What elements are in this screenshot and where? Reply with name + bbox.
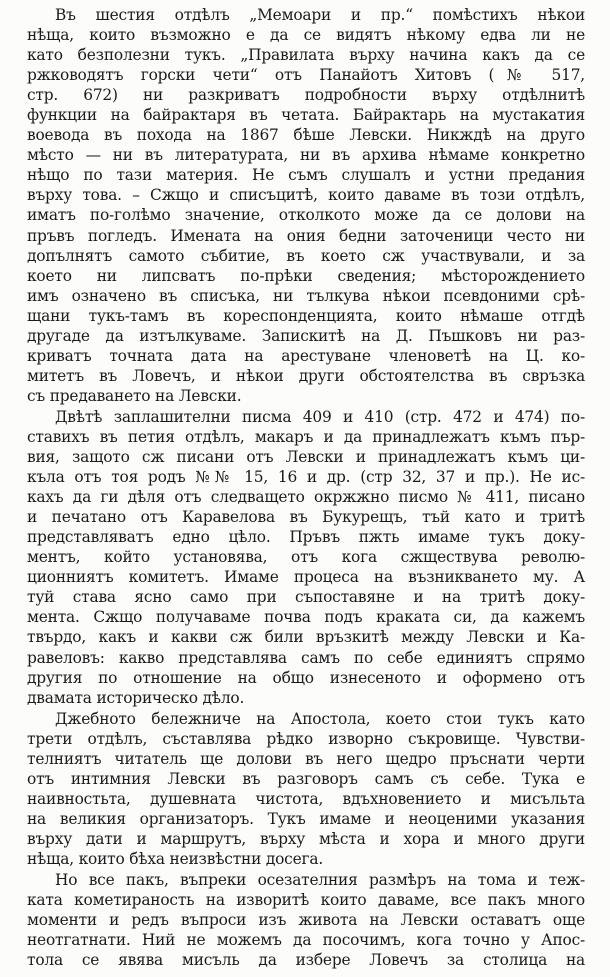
text-line: и печатано отъ Каравелова въ Букурещъ, тъй като и тритѣ	[27, 508, 585, 527]
text-line: нѣща, които възможно е да се видятъ нѣкому едва ли не	[27, 26, 585, 45]
text-line: представляватъ едно цѣло. Пръвъ пжть имаме тукъ доку-	[27, 528, 585, 547]
text-line: равеловъ: какво представлява самъ по себе единиятъ спрямо	[27, 648, 585, 667]
text-line: тола се явява мисъль да избере Ловечъ за столица на	[27, 951, 585, 970]
text-line: нѣща, които бѣха неизвѣстни досега.	[27, 849, 324, 868]
text-line: кълa отъ тоя родъ №№ 15, 16 и др. (стр 32, 37 и пр.). Не ис-	[27, 468, 585, 487]
text-line: митетъ въ Ловечъ, и нѣкои други обстоятелства въ свръзка	[27, 366, 585, 385]
text-line: Джебното бележниче на Апостола, което стои тукъ като	[55, 709, 585, 728]
text-line: ката кометираность на изворитѣ които даваме, все пакъ много	[27, 891, 585, 910]
text-line: воевода въ похода на 1867 бѣше Левски. Никждѣ на друго	[27, 126, 585, 145]
text-line: кахъ да ги дѣля отъ следващето окржжно писмо № 411, писано	[27, 488, 585, 507]
paragraph-sixth-section	[27, 5, 585, 406]
text-line: твърдо, какъ и какви сж били връзкитѣ между Левски и Ка-	[27, 628, 585, 647]
text-line: телниятъ читатель ще долови въ него щедро пръснати черти	[27, 749, 585, 768]
text-line: другия по отношение на общо изнесеното и оформено отъ	[27, 668, 585, 687]
text-line: Въ шестия отдѣлъ „Мемоари и пр.“ помѣстихъ нѣкои	[55, 6, 585, 24]
text-line: иматъ по-голѣмо значение, отколкото може да се долови на	[27, 206, 585, 225]
text-line: моменти и редъ въпроси изъ живота на Левски оставатъ още	[27, 911, 585, 930]
text-line: мента. Сжщо получаваме почва подъ краката си, да кажемъ	[27, 608, 585, 627]
text-line: нѣщо по тази материя. Не съмъ слушалъ и устни предания	[27, 166, 585, 185]
text-line: допълнятъ самото събитие, въ което сж участвували, и за	[27, 246, 585, 265]
text-line: трети отдѣлъ, съставлява рѣдко изворно съкровище. Чувстви-	[27, 729, 585, 748]
text-line: на великия организаторъ. Тукъ имаме и неоценими указания	[27, 809, 585, 828]
text-line: което ни липсватъ по-прѣки сведения; мѣсторождението	[27, 266, 585, 285]
text-line: щани тукъ-тамъ въ кореспонденцията, които нѣмаше отгдѣ	[27, 306, 585, 325]
text-line: съ предаването на Левски.	[27, 386, 242, 405]
text-line: върху това. – Сжщо и списъцитѣ, които даваме въ този отдѣлъ,	[27, 186, 585, 205]
text-line: имъ означено въ списъка, ни тълкува нѣкои псевдоними срѣ-	[27, 286, 585, 305]
text-line: като безполезни тукъ. „Правилата върху начина какъ да се	[27, 46, 585, 65]
text-line: ржководятъ горски чети“ отъ Панайотъ Хитовъ (№ 517,	[27, 66, 585, 85]
document-text	[27, 5, 585, 971]
text-line: криватъ точната дата на арестуване членоветѣ на Ц. ко-	[27, 346, 585, 365]
text-line: върху дати и маршрутъ, върху мѣста и хора и много други	[27, 829, 585, 848]
text-line: неотгатнати. Ний не можемъ да посочимъ, кога точно у Апос-	[27, 931, 585, 950]
text-line: наивностьта, душевната чистота, вдъхновението и мисъльта	[27, 789, 585, 808]
text-line: мѣсто — ни въ литературата, ни въ архива нѣмаме конкретно	[27, 146, 585, 165]
text-line: ставихъ въ петия отдѣлъ, макаръ и да принадлежатъ къмъ пър-	[27, 427, 585, 446]
text-line: ментъ, който установява, отъ кога сжществува револю-	[27, 548, 585, 567]
text-line: Но все пакъ, въпреки осезателния размѣръ на тома и теж-	[55, 871, 585, 890]
paragraph-letters	[27, 407, 585, 708]
text-line: ционниятъ комитетъ. Имаме процеса на възникването му. А	[27, 568, 585, 587]
text-line: функции на байрактаря въ четата. Байрактарь на мустакатия	[27, 106, 585, 125]
text-line: туй става ясно само при съпоставяне и на тритѣ доку-	[27, 588, 585, 607]
text-line: пръвъ погледъ. Имената на ония бедни заточеници често ни	[27, 226, 585, 245]
text-line: вия, защото сж писани отъ Левски и принадлежатъ къмъ ци-	[27, 448, 585, 467]
text-line: двамата историческо дѣло.	[27, 688, 245, 707]
paragraph-notebook	[27, 709, 585, 869]
text-line: стр. 672) ни разкриватъ подробности върху отдѣлнитѣ	[27, 86, 585, 105]
paragraph-open-questions	[27, 870, 585, 970]
text-line: другаде да изтълкуваме. Запискитѣ на Д. Пъшковъ ни раз-	[27, 326, 585, 345]
text-line: Двѣтѣ заплашителни писма 409 и 410 (стр. 472 и 474) по-	[55, 407, 585, 426]
text-line: отъ интимния Левски въ разговоръ самъ съ себе. Тука е	[27, 769, 585, 788]
